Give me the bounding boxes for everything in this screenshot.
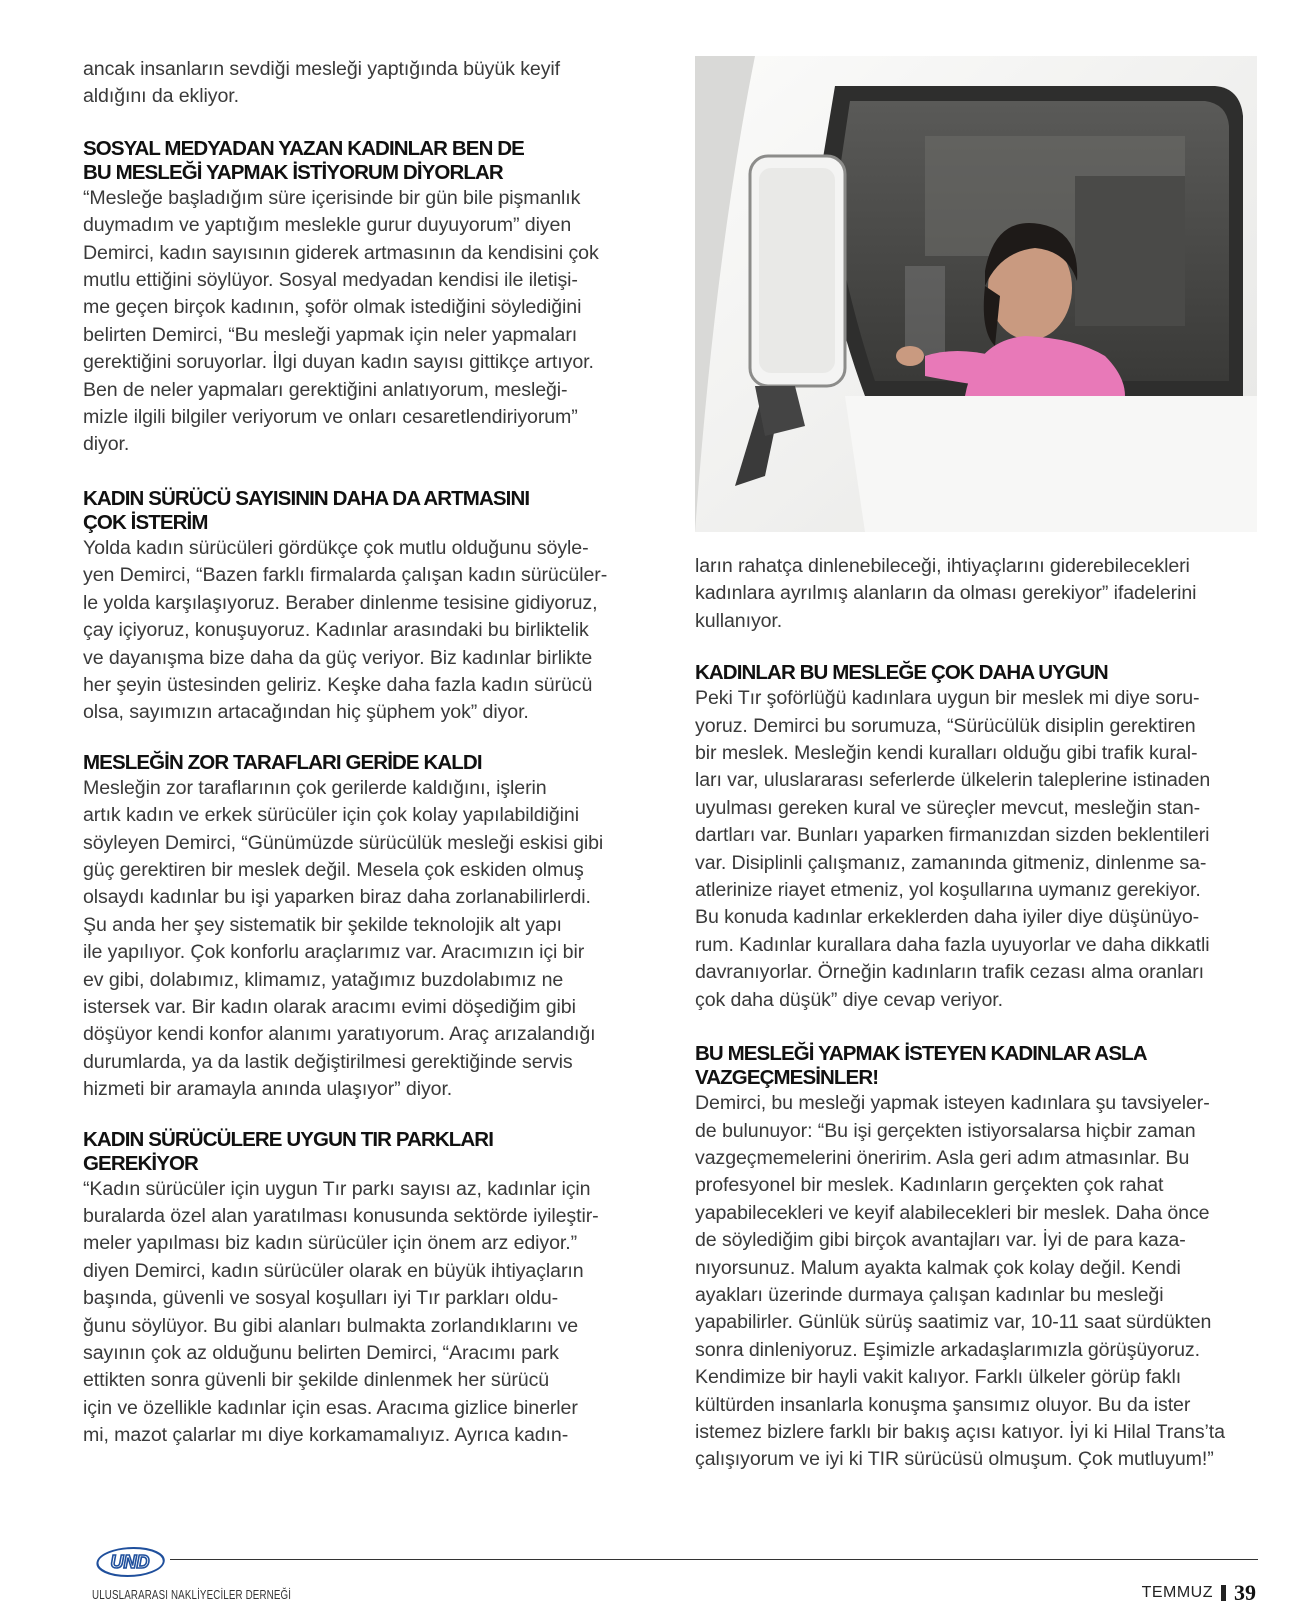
truck-cab-driver-photo-icon bbox=[695, 56, 1257, 532]
footer-divider bbox=[170, 1559, 1258, 1560]
subheading-hard-parts-behind: MESLEĞİN ZOR TARAFLARI GERİDE KALDI bbox=[83, 750, 482, 774]
paragraph-more-women-drivers: Yolda kadın sürücüleri gördükçe çok mutlu olduğunu söyle- yen Demirci, “Bazen farklı firmalarda çalışan kadın sürücüler- le yolda karşılaşıyoruz. Beraber dinlenme tesisine gidiyoruz, çay içiyoruz, konuşuyoruz. Kadınlar arasındaki bu birliktelik ve dayanışma bize daha da güç veriyor. Biz kadınlar birlikte her şeyin üstesinden geliriz. Keşke daha fazla kadın sürücü olsa, sayımızın artacağından hiç şüphem yok” diyor. bbox=[83, 536, 608, 724]
paragraph-never-give-up: Demirci, bu mesleği yapmak isteyen kadınlara şu tavsiyeler- de bulunuyor: “Bu işi gerçekten istiyorsalarsa hiçbir zaman vazgeçmemelerini öneririm. Asla geri adım atmasınlar. Bu profesyonel bir meslek. Kadınların gerçekten çok rahat yapabilecekleri ve keyif alabilecekleri bir meslek. Daha önce de söylediğim gibi birçok avantajları var. İyi de para kaza- nıyorsunuz. Malum ayakta kalmak çok kolay değil. Kendi ayakları üzerinde durmaya çalışan kadınlar bu mesleği yapabilirler. Günlük sürüş saatimiz var, 10-11 saat sürdükten sonra dinleniyoruz. Eşimizle arkadaşlarımızla görüşüyoruz. Kendimize bir hayli vakit kalıyor. Farklı ülkeler görüp faklı kültürden insanlarla konuşma şansımız oluyor. Bu da ister istemez bizlere farklı bir bakış açısı katıyor. İyi ki Hilal Trans’ta çalışıyorum ve iyi ki TIR sürücüsü olmuşum. Çok mutluyum!” bbox=[695, 1092, 1225, 1471]
paragraph-truck-parks: “Kadın sürücüler için uygun Tır parkı sayısı az, kadınlar için buralarda özel alan yaratılması konusunda sektörde iyileştir- meler yapılması biz kadın sürücüler için önem arz ediyor.” diyen Demirci, kadın sürücüler olarak en büyük ihtiyaçların başında, güvenli ve sosyal koşulları iyi Tır parkları oldu- ğunu söylüyor. Bu gibi alanları bulmakta zorlandıklarını ve sayının çok az olduğunu belirten Demirci, “Aracımı park ettikten sonra güvenli bir şekilde dinlenmek her sürücü için ve özellikle kadınlar için esas. Aracıma gizlice binerler mi, mazot çalarlar mı diye korkamamalıyız. Ayrıca kadın- bbox=[83, 1177, 599, 1447]
subheading-truck-parks: KADIN SÜRÜCÜLERE UYGUN TIR PARKLARI GEREKİYOR bbox=[83, 1127, 494, 1175]
paragraph-women-suitable: Peki Tır şoförlüğü kadınlara uygun bir meslek mi diye soru- yoruz. Demirci bu sorumuza, “Sürücülük disiplin gerektiren bir meslek. Mesleğin kendi kuralları olduğu gibi trafik kural- ları var, uluslararası seferlerde ülkelerin taleplerine istinaden uyulması gereken kural ve süreçler mevcut, mesleğin stan- dartları var. Bunları yaparken firmanızdan sizden beklentileri var. Disiplinli çalışmanız, zamanında gitmeniz, dinlenme sa- atlerinize riayet etmeniz, yol koşullarına uymanız gerekiyor. Bu konuda kadınlar erkeklerden daha iyiler diye düşünüyo- rum. Kadınlar kurallara daha fazla uyuyorlar ve daha dikkatli davranıyorlar. Örneğin kadınların trafik cezası alma oranları çok daha düşük” diye cevap veriyor. bbox=[695, 687, 1211, 1011]
paragraph-intro-continued: ancak insanların sevdiği mesleği yaptığında büyük keyif aldığını da ekliyor. bbox=[83, 58, 560, 108]
subheading-women-suitable: KADINLAR BU MESLEĞE ÇOK DAHA UYGUN bbox=[695, 661, 1108, 685]
article-right-column bbox=[695, 553, 1255, 1474]
footer-separator bbox=[1221, 1585, 1226, 1601]
article-left-column bbox=[83, 56, 643, 1450]
issue-month: TEMMUZ bbox=[1141, 1584, 1213, 1601]
und-logo-icon bbox=[95, 1546, 165, 1578]
truck-driver-photo bbox=[695, 56, 1257, 532]
paragraph-rest-areas-continued: ların rahatça dinlenebileceği, ihtiyaçlarını giderebilecekleri kadınlara ayrılmış alanların da olması gerekiyor” ifadelerini kullanıyor. bbox=[695, 555, 1197, 632]
subheading-never-give-up: BU MESLEĞİ YAPMAK İSTEYEN KADINLAR ASLA VAZGEÇMESİNLER! bbox=[695, 1042, 1147, 1090]
svg-text:UND: UND bbox=[110, 1552, 150, 1572]
paragraph-social-media: “Mesleğe başladığım süre içerisinde bir gün bile pişmanlık duymadım ve yaptığım meslekle gurur duyuyorum” diyen Demirci, kadın sayısının giderek artmasının da kendisini çok mutlu ettiğini söylüyor. Sosyal medyadan kendisi ile iletişi- me geçen birçok kadının, şoför olmak istediğini söylediğini belirten Demirci, “Bu mesleği yapmak için neler yapmaları gerektiğini soruyorlar. İlgi duyan kadın sayısı gittikçe artıyor. Ben de neler yapmaları gerektiğini anlatıyorum, mesleği- mizle ilgili bilgiler veriyorum ve onları cesaretlendiriyorum” diyor. bbox=[83, 186, 599, 456]
organization-name: ULUSLARARASI NAKLİYECİLER DERNEĞİ bbox=[92, 1588, 292, 1602]
subheading-more-women-drivers: KADIN SÜRÜCÜ SAYISININ DAHA DA ARTMASINI ÇOK İSTERİM bbox=[83, 486, 530, 534]
subheading-social-media: SOSYAL MEDYADAN YAZAN KADINLAR BEN DE BU MESLEĞİ YAPMAK İSTİYORUM DİYORLAR bbox=[83, 136, 524, 184]
page-footer-info bbox=[1142, 1580, 1256, 1606]
paragraph-hard-parts-behind: Mesleğin zor taraflarının çok gerilerde kaldığını, işlerin artık kadın ve erkek sürücüler için çok kolay yapılabildiğini söyleyen Demirci, “Günümüzde sürücülük mesleği eskisi gibi güç gerektiren bir meslek değil. Mesela çok eskiden olmuş olsaydı kadınlar bu işi yaparken biraz daha zorlanabilirlerdi. Şu anda her şey sistematik bir şekilde teknolojik alt yapı ile yapılıyor. Çok konforlu araçlarımız var. Aracımızın içi bir ev gibi, dolabımız, klimamız, yatağımız buzdolabımız ne istersek var. Bir kadın olarak aracımı evimi döşediğim gibi döşüyor kendi konfor alanımı yaratıyorum. Araç arızalandığı durumlarda, ya da lastik değiştirilmesi gerektiğinde servis hizmeti bir aramayla anında ulaşıyor” diyor. bbox=[83, 776, 604, 1101]
page-number: 39 bbox=[1234, 1580, 1256, 1605]
